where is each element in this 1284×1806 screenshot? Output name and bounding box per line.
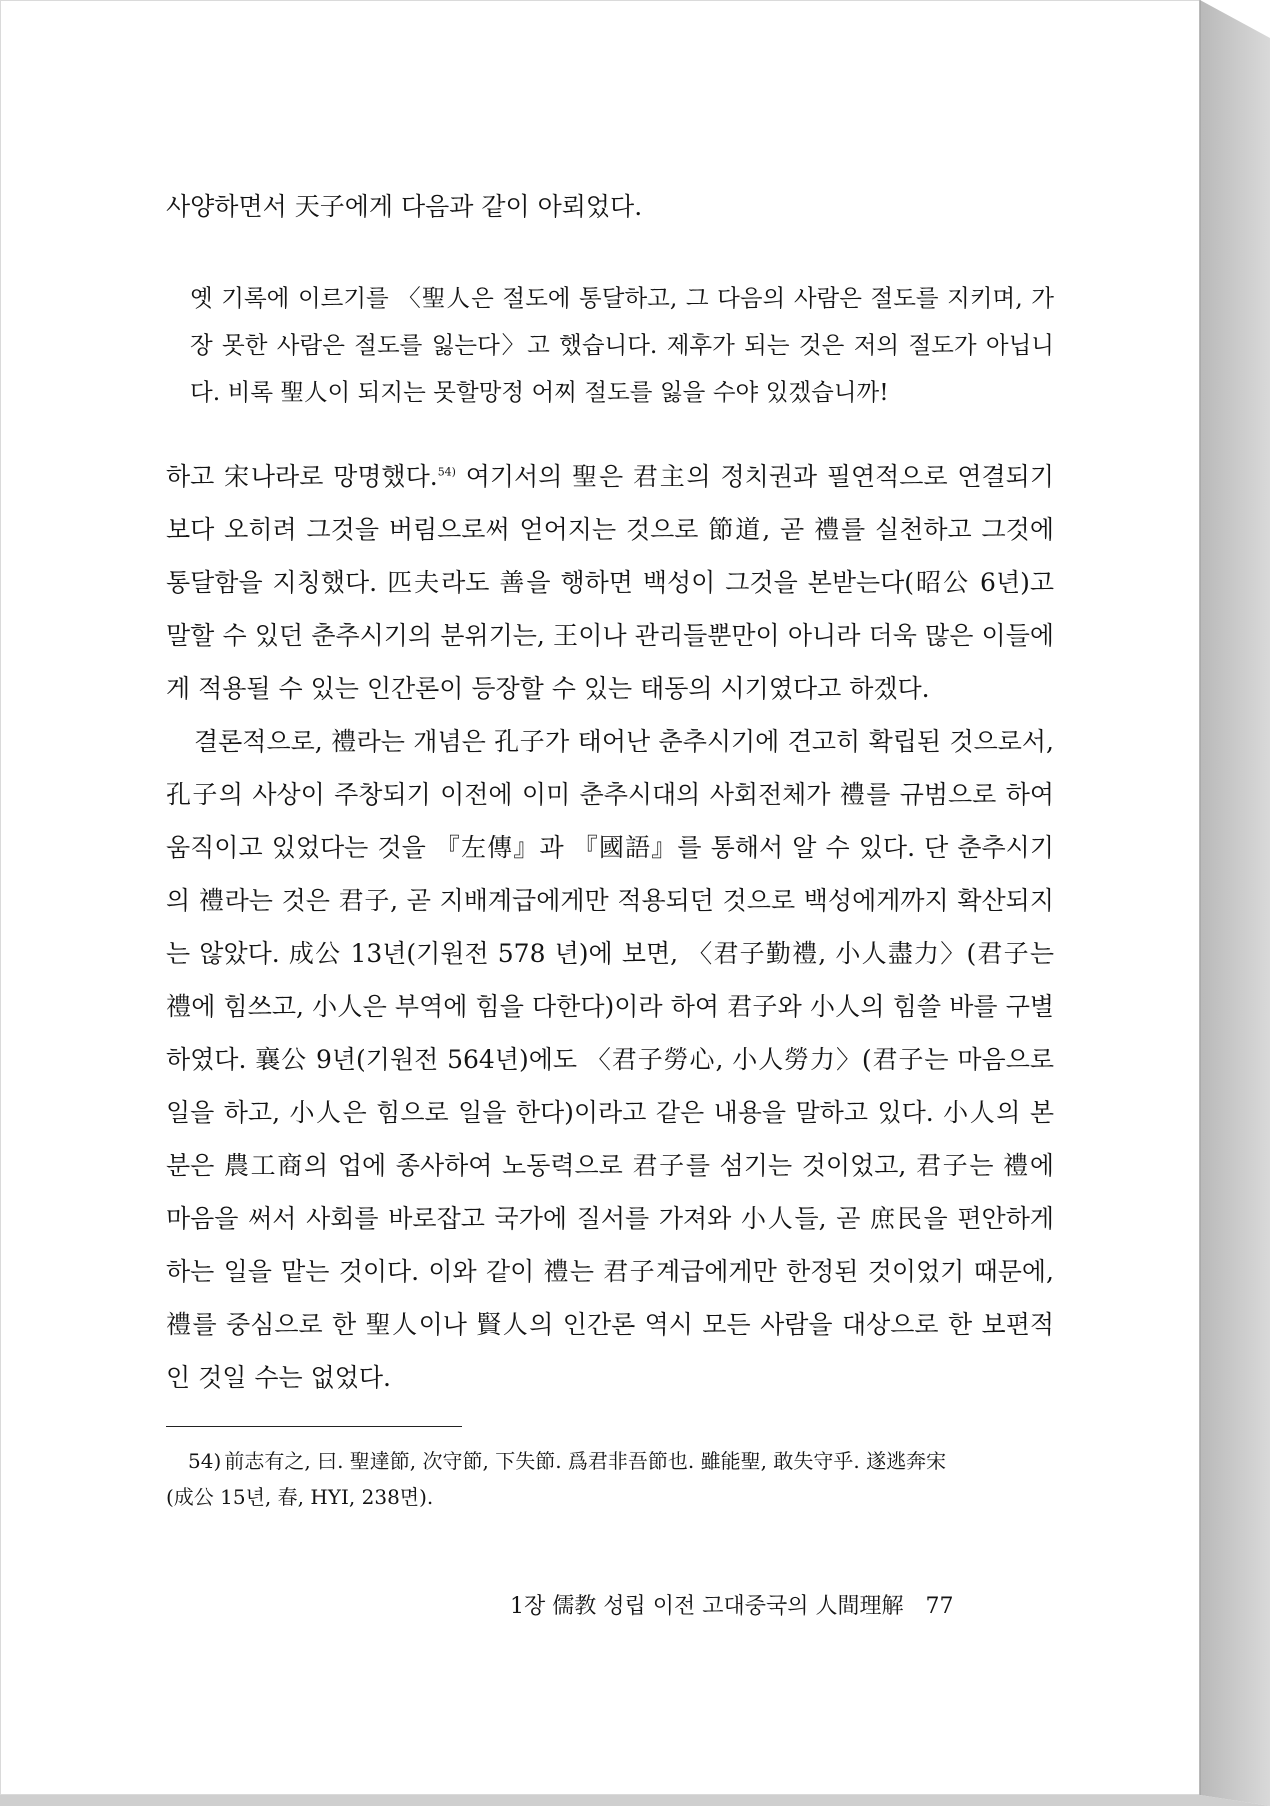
paragraph-main-start: 하고 宋나라로 망명했다. xyxy=(166,462,438,491)
intro-paragraph: 사양하면서 天子에게 다음과 같이 아뢰었다. xyxy=(166,192,643,221)
footnote-line-2: (成公 15년, 春, HYI, 238면). xyxy=(166,1485,434,1509)
paragraph-conclusion: 결론적으로, 禮라는 개념은 孔子가 태어난 춘추시기에 견고히 확립된 것으로서, 孔子의 사상이 주창되기 이전에 이미 춘추시대의 사회전체가 禮를 규범으로 하여 움직이고 있었다는 것을 『左傳』과 『國語』를 통해서 알 수 있다. 단 춘추시기의 禮라는 것은 君子, 곧 지배계급에게만 적용되던 것으로 백성에게까지 확산되지는 않았다. 成公 13년(기원전 578 년)에 보면, 〈君子勤禮, 小人盡力〉(君子는 禮에 힘쓰고, 小人은 부역에 힘을 다한다)이라 하여 君子와 小人의 힘쓸 바를 구별하였다. 襄公 9년(기원전 564년)에도 〈君子勞心, 小人勞力〉(君子는 마음으로 일을 하고, 小人은 힘으로 일을 한다)이라고 같은 내용을 말하고 있다. 小人의 본분은 農工商의 업에 종사하여 노동력으로 君子를 섬기는 것이었고, 君子는 禮에 마음을 써서 사회를 바로잡고 국가에 질서를 가져와 小人들, 곧 庶民을 편안하게 하는 일을 맡는 것이다. 이와 같이 禮는 君子계급에게만 한정된 것이었기 때문에, 禮를 중심으로 한 聖人이나 賢人의 인간론 역시 모든 사람을 대상으로 한 보편적인 것일 수는 없었다. xyxy=(166,727,1054,1392)
paragraph-main xyxy=(166,450,1054,715)
footnote xyxy=(166,1443,1054,1479)
page-number: 77 xyxy=(925,1594,954,1619)
paragraph-main-rest: 여기서의 聖은 君主의 정치권과 필연적으로 연결되기보다 오히려 그것을 버림으로써 얻어지는 것으로 節道, 곧 禮를 실천하고 그것에 통달함을 지칭했다. 匹夫라도 善을 행하면 백성이 그것을 본받는다(昭公 6년)고 말할 수 있던 춘추시기의 분위기는, 王이나 관리들뿐만이 아니라 더욱 많은 이들에게 적용될 수 있는 인간론이 등장할 수 있는 태동의 시기였다고 하겠다. xyxy=(166,462,1054,703)
chapter-title: 1장 儒教 성립 이전 고대중국의 人間理解 xyxy=(510,1594,904,1619)
block-quote: 옛 기록에 이르기를 〈聖人은 절도에 통달하고, 그 다음의 사람은 절도를 지키며, 가장 못한 사람은 절도를 잃는다〉고 했습니다. 제후가 되는 것은 저의 절도가 아닙니다. 비록 聖人이 되지는 못할망정 어찌 절도를 잃을 수야 있겠습니까! xyxy=(190,284,1054,406)
footnote-line-1: 前志有之, 曰. 聖達節, 次守節, 下失節. 爲君非吾節也. 雖能聖, 敢失守乎. 遂逃奔宋 xyxy=(224,1449,947,1473)
page-content xyxy=(166,180,1054,1515)
footnote-divider xyxy=(166,1426,462,1427)
footnote-reference[interactable]: 54) xyxy=(437,465,456,479)
footnote-number: 54) xyxy=(188,1449,222,1473)
running-footer xyxy=(510,1592,1020,1622)
